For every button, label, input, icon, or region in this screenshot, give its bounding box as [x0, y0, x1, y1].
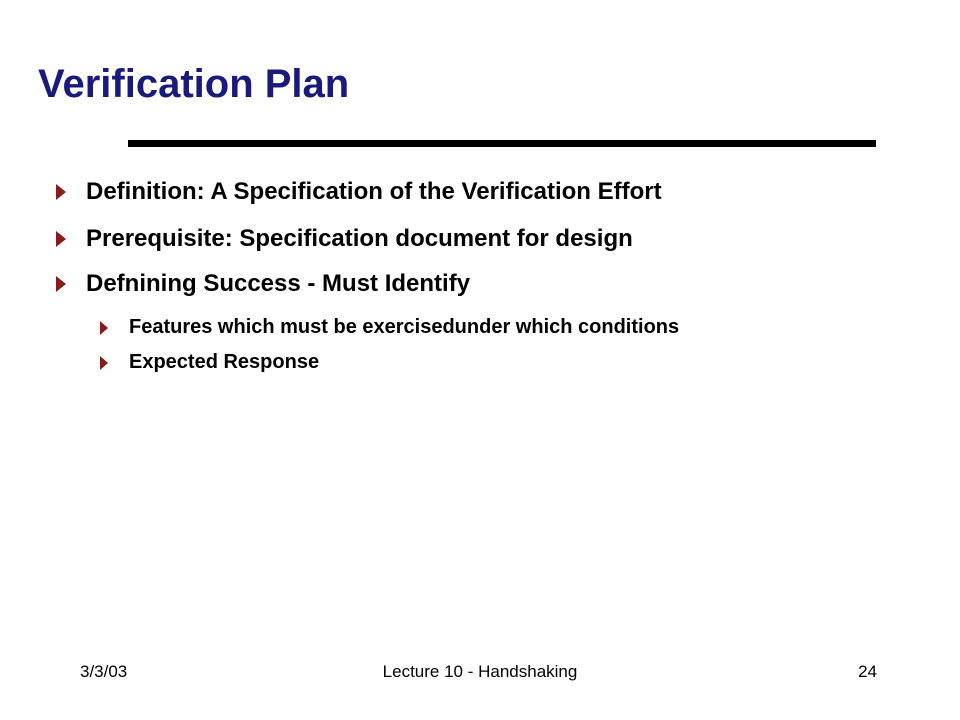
footer-title: Lecture 10 - Handshaking [382, 662, 578, 681]
right-triangle-icon [56, 184, 66, 200]
page-number: 24 [858, 662, 877, 681]
bullet-text: Defnining Success - Must Identify [86, 270, 471, 297]
title-underline [128, 140, 876, 147]
sub-bullet-text: Features which must be exercisedunder which conditions [129, 316, 680, 338]
right-triangle-icon [100, 356, 108, 370]
sub-bullet-text: Expected Response [129, 351, 320, 373]
right-triangle-icon [56, 231, 66, 247]
bullet-text: Definition: A Specification of the Verification Effort [86, 178, 662, 205]
bullet-text: Prerequisite: Specification document for design [86, 225, 633, 252]
sub-bullet-item [100, 316, 679, 339]
bullet-item [56, 225, 633, 253]
bullet-item [56, 270, 470, 298]
bullet-item [56, 178, 662, 206]
slide-title: Verification Plan [38, 62, 350, 106]
sub-bullet-item [100, 351, 319, 374]
right-triangle-icon [56, 276, 66, 292]
footer-date: 3/3/03 [80, 662, 128, 681]
right-triangle-icon [100, 321, 108, 335]
